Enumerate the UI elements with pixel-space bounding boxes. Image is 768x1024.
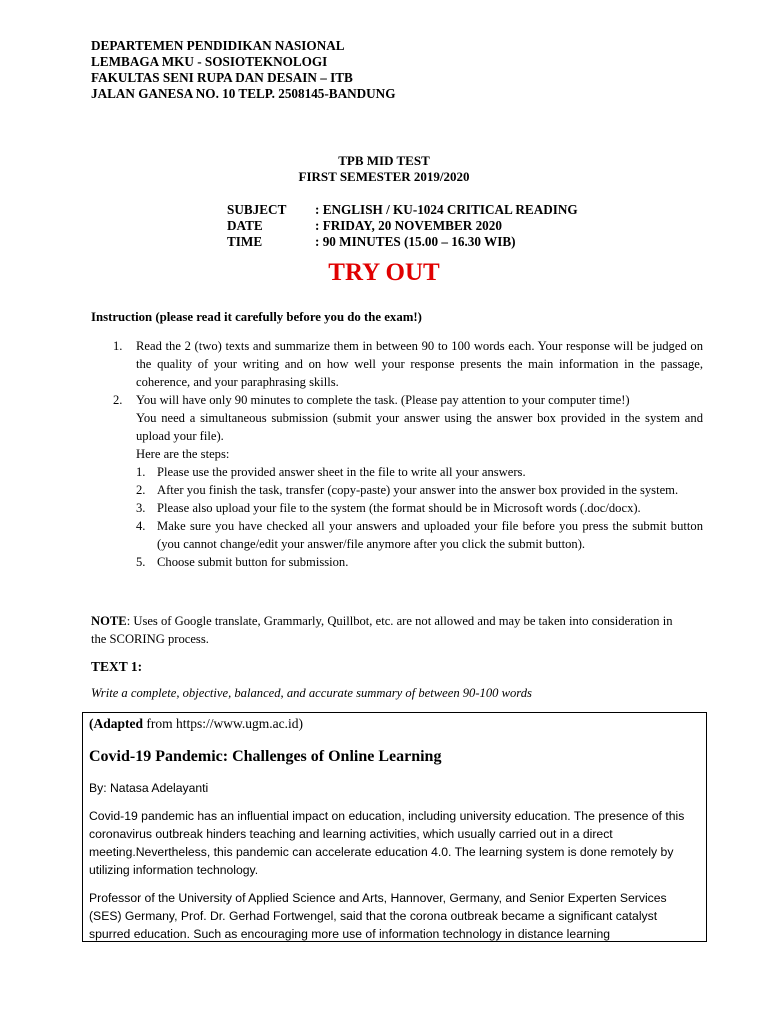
info-row-date bbox=[227, 218, 578, 234]
info-key: DATE bbox=[227, 218, 263, 233]
header-line: DEPARTEMEN PENDIDIKAN NASIONAL bbox=[91, 38, 345, 53]
step-item bbox=[136, 553, 703, 571]
submission-note: You need a simultaneous submission (submit your answer using the answer box provided in the system and upload your file). bbox=[136, 411, 703, 443]
article-title: Covid-19 Pandemic: Challenges of Online Learning bbox=[89, 748, 442, 765]
note-label: NOTE bbox=[91, 614, 127, 628]
item-text: Read the 2 (two) texts and summarize them in between 90 to 100 words each. Your response will be judged on the quality of your writing and on how well your response presents the main information in the passage, coherence, and your paraphrasing skills. bbox=[136, 339, 703, 389]
article-paragraph: Covid-19 pandemic has an influential impact on education, including university education. The presence of this coronavirus outbreak hinders teaching and learning activities, which usually carried out in a direct meeting.Nevertheless, this pandemic can accelerate education 4.0. The learning system is done remotely by utilizing information technology. bbox=[89, 809, 685, 877]
step-text: Choose submit button for submission. bbox=[157, 555, 349, 569]
spacer bbox=[113, 445, 136, 463]
instruction-heading: Instruction (please read it carefully before you do the exam!) bbox=[91, 310, 422, 324]
text1-task: Write a complete, objective, balanced, and accurate summary of between 90-100 words bbox=[91, 686, 532, 700]
step-number: 1. bbox=[136, 465, 146, 479]
info-key: TIME bbox=[227, 234, 263, 249]
step-number: 5. bbox=[136, 555, 146, 569]
step-number: 3. bbox=[136, 501, 146, 515]
step-text: Please also upload your file to the system (the format should be in Microsoft words (.doc/docx). bbox=[157, 501, 641, 515]
adapted-line bbox=[89, 715, 700, 733]
exam-info bbox=[227, 202, 578, 250]
info-key: SUBJECT bbox=[227, 202, 287, 217]
exam-semester: FIRST SEMESTER 2019/2020 bbox=[298, 169, 470, 184]
info-value: : ENGLISH / KU-1024 CRITICAL READING bbox=[315, 202, 578, 217]
info-row-time bbox=[227, 234, 578, 250]
exam-title: TPB MID TEST bbox=[338, 153, 430, 168]
steps-intro: Here are the steps: bbox=[136, 447, 230, 461]
step-text: Please use the provided answer sheet in the file to write all your answers. bbox=[157, 465, 526, 479]
note-text: : Uses of Google translate, Grammarly, Quillbot, etc. are not allowed and may be taken into consideration in the SCORING process. bbox=[91, 614, 673, 646]
item-text: You will have only 90 minutes to complete the task. (Please pay attention to your computer time!) bbox=[136, 393, 630, 407]
step-number: 4. bbox=[136, 519, 146, 533]
adapted-source: from https://www.ugm.ac.id) bbox=[143, 716, 303, 731]
adapted-label: (Adapted bbox=[89, 716, 144, 731]
info-value: : 90 MINUTES (15.00 – 16.30 WIB) bbox=[315, 234, 516, 249]
item-number: 1. bbox=[113, 339, 123, 353]
step-item bbox=[136, 499, 703, 517]
note-paragraph bbox=[91, 612, 691, 648]
step-number: 2. bbox=[136, 483, 146, 497]
step-item bbox=[136, 517, 703, 553]
steps-list bbox=[136, 463, 703, 571]
spacer bbox=[113, 409, 136, 445]
step-item bbox=[136, 481, 703, 499]
step-text: Make sure you have checked all your answers and uploaded your file before you press the submit button (you cannot change/edit your answer/file anymore after you click the submit button). bbox=[157, 519, 703, 551]
article-box bbox=[82, 712, 707, 942]
article-paragraph: Professor of the University of Applied Science and Arts, Hannover, Germany, and Senior Experten Services (SES) Germany, Prof. Dr. Gerhad Fortwengel, said that the corona outbreak became a significant catalyst spurred education. Such as encouraging more use of information technology in distance learning bbox=[89, 891, 667, 941]
steps-intro-row bbox=[113, 445, 703, 463]
info-value: : FRIDAY, 20 NOVEMBER 2020 bbox=[315, 218, 502, 233]
header-line: LEMBAGA MKU - SOSIOTEKNOLOGI bbox=[91, 54, 328, 69]
article-author: By: Natasa Adelayanti bbox=[89, 781, 209, 795]
info-row-subject bbox=[227, 202, 578, 218]
header-line: FAKULTAS SENI RUPA DAN DESAIN – ITB bbox=[91, 70, 353, 85]
header-line: JALAN GANESA NO. 10 TELP. 2508145-BANDUNG bbox=[91, 86, 396, 101]
try-out-banner: TRY OUT bbox=[328, 259, 440, 286]
item-number: 2. bbox=[113, 393, 123, 407]
instruction-item bbox=[113, 391, 703, 409]
step-text: After you finish the task, transfer (copy-paste) your answer into the answer box provided in the system. bbox=[157, 483, 679, 497]
text1-heading: TEXT 1: bbox=[91, 659, 143, 674]
step-item bbox=[136, 463, 703, 481]
institution-header bbox=[91, 38, 395, 102]
submission-note-row bbox=[113, 409, 703, 445]
instruction-list bbox=[113, 337, 703, 571]
instruction-item bbox=[113, 337, 703, 391]
